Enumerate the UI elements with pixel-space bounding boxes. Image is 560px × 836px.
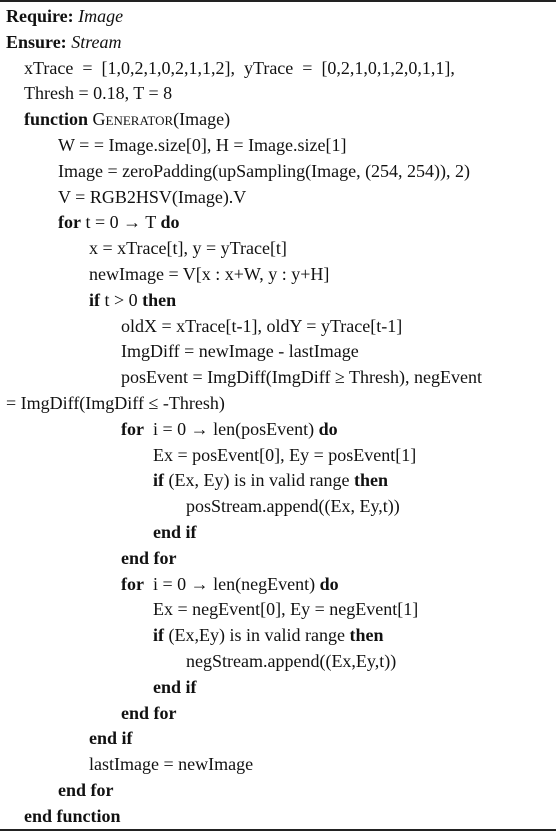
code-text: lastImage = newImage — [89, 754, 254, 775]
code-text: Ex = posEvent[0], Ey = posEvent[1] — [153, 444, 417, 465]
algorithm-line — [153, 468, 388, 493]
algorithm-line — [153, 675, 197, 700]
keyword: end for — [121, 702, 177, 723]
algorithm-line — [24, 804, 121, 829]
algorithm-line — [89, 752, 253, 777]
keyword: end if — [89, 728, 133, 749]
keyword: if — [153, 470, 164, 491]
code-text: = ImgDiff(ImgDiff ≤ -Thresh) — [6, 393, 225, 413]
algorithm-line — [121, 314, 402, 339]
algorithm-line — [186, 649, 396, 674]
code-text: i = 0 → len(negEvent) — [143, 573, 320, 594]
algorithm-line — [153, 623, 383, 648]
keyword: then — [142, 289, 177, 310]
code-text: i = 0 → len(posEvent) — [143, 418, 319, 439]
italic-text: Stream — [71, 31, 122, 52]
code-text: (Ex, Ey) is in valid range — [164, 470, 354, 491]
algorithm-line — [89, 236, 287, 261]
top-rule — [0, 0, 556, 2]
keyword: do — [160, 212, 180, 233]
keyword: for — [121, 418, 144, 439]
code-text: ImgDiff = newImage - lastImage — [121, 341, 359, 362]
code-text: newImage = V[x : x+W, y : y+H] — [89, 264, 330, 284]
code-text: x = xTrace[t], y = yTrace[t] — [89, 238, 287, 259]
code-text: Image = zeroPadding(upSampling(Image, (254, 254)), 2) — [58, 160, 471, 181]
algorithm-line — [121, 546, 177, 571]
algorithm-line — [58, 778, 114, 803]
algorithm-line — [6, 4, 123, 29]
algorithm-line — [58, 210, 180, 235]
code-text: W = = Image.size[0], H = Image.size[1] — [58, 135, 347, 155]
algorithm-line — [6, 391, 225, 416]
keyword: for — [58, 212, 81, 233]
code-text: V = RGB2HSV(Image).V — [58, 186, 247, 207]
algorithm-line — [89, 262, 329, 287]
keyword: end function — [24, 805, 121, 826]
keyword: do — [318, 418, 338, 439]
code-text: posStream.append((Ex, Ey,t)) — [186, 496, 400, 517]
algorithm-line — [24, 107, 230, 132]
algorithm-line — [58, 185, 246, 210]
algorithm-line — [89, 726, 133, 751]
algorithm-line — [153, 443, 416, 468]
code-text: xTrace = [1,0,2,1,0,2,1,1,2], yTrace = [0,2,1,0,1,2,0,1,1], — [24, 57, 455, 78]
keyword: then — [349, 625, 384, 646]
keyword: for — [121, 573, 144, 594]
keyword: do — [319, 573, 339, 594]
algorithm-line — [89, 288, 176, 313]
algorithm-line — [186, 494, 400, 519]
code-text: t = 0 → T — [80, 212, 161, 233]
algorithm-line — [58, 159, 470, 184]
code-text: negStream.append((Ex,Ey,t)) — [186, 651, 397, 671]
algorithm-line — [121, 339, 359, 364]
algorithm-line — [121, 572, 339, 597]
keyword: end if — [153, 522, 197, 542]
code-text: (Ex,Ey) is in valid range — [164, 625, 350, 646]
algorithm-line — [58, 133, 347, 158]
code-text: posEvent = ImgDiff(ImgDiff ≥ Thresh), negEvent — [121, 367, 482, 388]
function-name: Generator — [92, 109, 174, 130]
keyword: function — [24, 109, 89, 130]
algorithm-line — [121, 417, 338, 442]
algorithm-line — [24, 81, 172, 106]
algorithm-line — [153, 597, 418, 622]
code-text: Ex = negEvent[0], Ey = negEvent[1] — [153, 599, 419, 620]
italic-text: Image — [78, 6, 124, 26]
algorithm-line — [153, 520, 197, 545]
bottom-rule — [0, 829, 556, 831]
keyword: end for — [121, 547, 177, 568]
algorithm-line — [24, 56, 455, 81]
code-text: (Image) — [173, 109, 231, 130]
keyword: end if — [153, 676, 197, 697]
keyword: end for — [58, 780, 114, 800]
algorithm-line — [6, 30, 122, 55]
keyword: Ensure: — [6, 31, 67, 52]
keyword: Require: — [6, 6, 74, 26]
algorithm-line — [121, 701, 177, 726]
algorithm-line — [121, 365, 482, 390]
keyword: then — [353, 470, 388, 491]
code-text: Thresh = 0.18, T = 8 — [24, 83, 173, 104]
code-text: oldX = xTrace[t-1], oldY = yTrace[t-1] — [121, 315, 403, 336]
keyword: if — [89, 289, 100, 310]
code-text: t > 0 — [100, 289, 143, 310]
keyword: if — [153, 625, 164, 646]
